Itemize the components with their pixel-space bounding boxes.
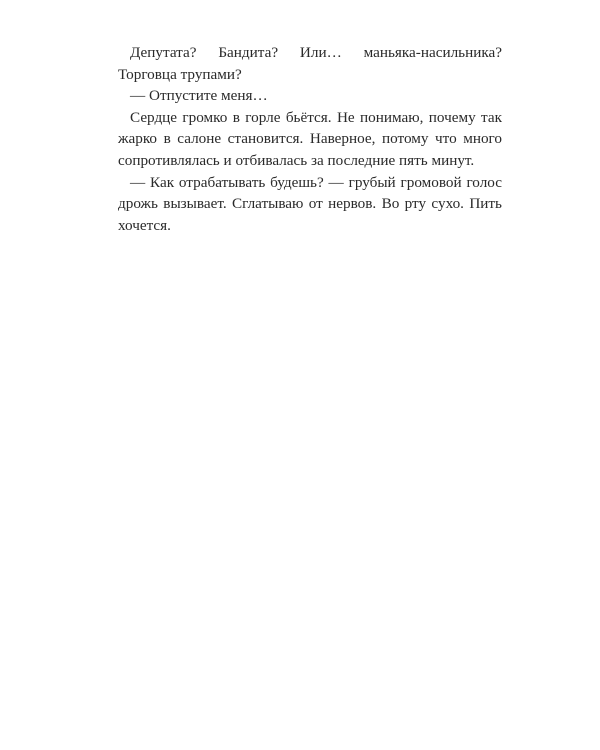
paragraph: Депутата? Бандита? Или… маньяка-насильника? Торговца трупами? [118,44,502,83]
page-text [118,42,502,236]
paragraph: Сердце громко в горле бьётся. Не понимаю, почему так жарко в салоне становится. Наверное, потому что много сопротивлялась и отбивалась за последние пять минут. [118,108,502,169]
paragraph: — Отпустите меня… [130,87,268,105]
paragraph: — Как отрабатывать будешь? — грубый громовой голос дрожь вызывает. Сглатываю от нервов. Во рту сухо. Пить хочется. [118,173,502,234]
